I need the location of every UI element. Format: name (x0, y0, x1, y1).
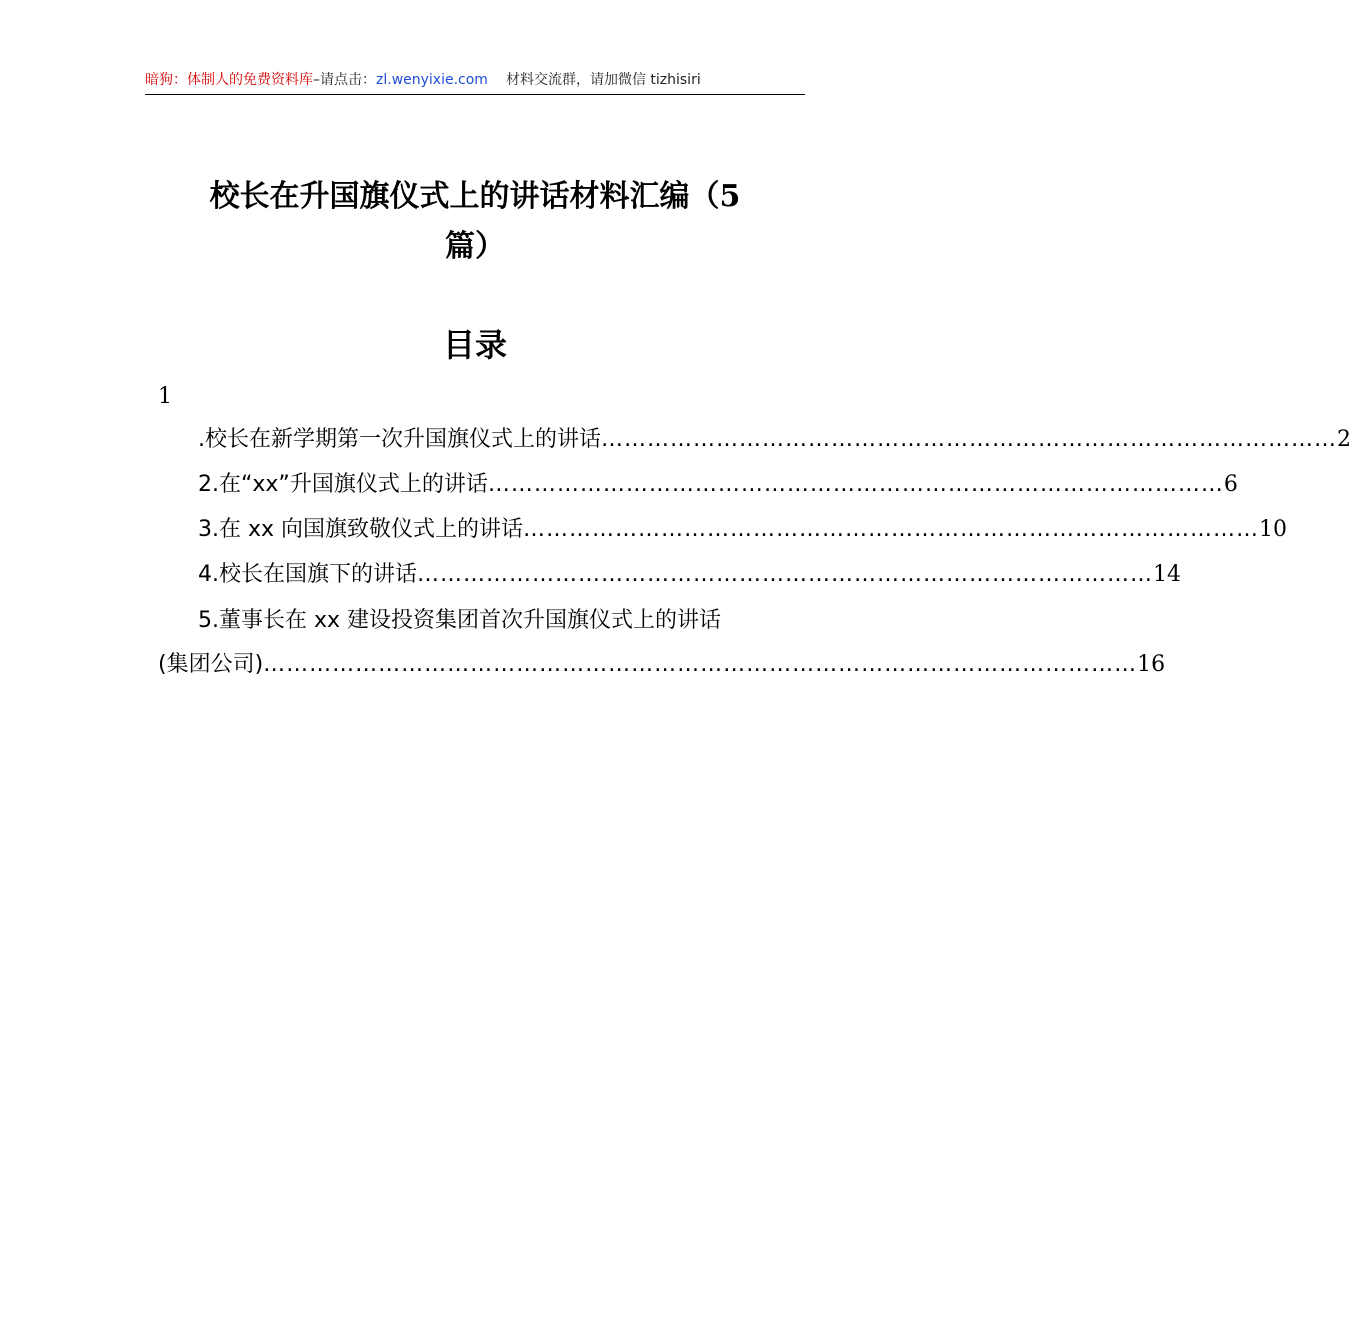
toc-page-number: 6 (1223, 472, 1238, 497)
toc-entry-text: 2.在“xx”升国旗仪式上的讲话 (198, 472, 488, 497)
toc-entry-text: 3.在 xx 向国旗致敬仪式上的讲话 (198, 517, 524, 542)
header-click-prompt: –请点击： (313, 72, 376, 88)
toc-leader-dots: …………………………………………………………………………………… (601, 427, 1337, 452)
toc-number: 1 (158, 384, 172, 409)
toc-page-number: 16 (1137, 652, 1166, 677)
toc-entry-text: (集团公司) (158, 652, 264, 677)
toc-page-number: 14 (1153, 562, 1181, 587)
page-header (145, 70, 805, 95)
title-line-1: 校长在升国旗仪式上的讲话材料汇编（5 (209, 179, 741, 214)
toc-leader-dots: …………………………………………………………………………………… (523, 517, 1260, 542)
toc-entry[interactable] (198, 553, 1181, 597)
header-wechat-note: 材料交流群，请加微信 tizhisiri (505, 72, 701, 88)
toc-entry[interactable] (198, 418, 1351, 462)
document-title (150, 172, 800, 272)
toc-entry[interactable] (198, 508, 1288, 552)
header-site-name: 暗狗：体制人的免费资料库 (145, 72, 313, 88)
toc-leader-dots: …………………………………………………………………………………………………… (263, 652, 1138, 677)
toc-page-number: 2 (1337, 427, 1351, 452)
title-line-2: 篇） (445, 229, 505, 264)
toc-entry-text: 4.校长在国旗下的讲话 (198, 562, 417, 587)
toc-entry[interactable] (198, 463, 1238, 507)
header-site-link[interactable]: zl.wenyixie.com (376, 72, 488, 88)
toc-heading: 目录 (442, 326, 507, 364)
toc-leader-dots: …………………………………………………………………………………… (417, 562, 1153, 587)
toc-entry[interactable] (198, 599, 805, 643)
toc-entry-continuation[interactable] (158, 643, 1166, 687)
toc-page-number: 10 (1259, 517, 1288, 542)
toc-leader-dots: …………………………………………………………………………………… (487, 472, 1224, 497)
toc-entry-text: 5.董事长在 xx 建设投资集团首次升国旗仪式上的讲话 (198, 608, 722, 633)
toc-entry-text: .校长在新学期第一次升国旗仪式上的讲话 (198, 427, 601, 452)
